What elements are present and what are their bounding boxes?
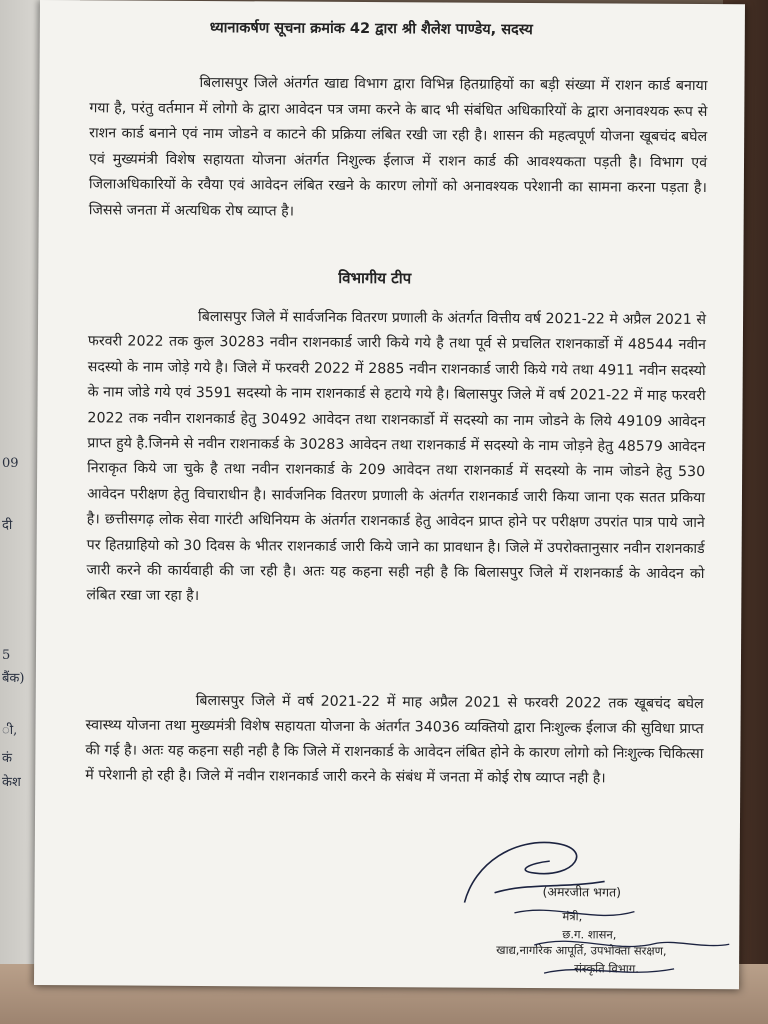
background-fragment: 5 (2, 648, 11, 663)
document-header: ध्यानाकर्षण सूचना क्रमांक 42 द्वारा श्री शैलेश पाण्डेय, सदस्य (209, 20, 533, 39)
handwritten-overwrite (504, 903, 734, 984)
background-fragment: कं (2, 751, 12, 766)
background-fragment: ी, (2, 723, 18, 738)
signatory-department-line2: संस्कृति विभाग. (574, 961, 639, 976)
signatory-name: (अमरजीत भगत) (542, 884, 622, 900)
background-fragment: 09 (2, 456, 19, 471)
paragraph-health-scheme: बिलासपुर जिले में वर्ष 2021-22 में माह अप्रैल 2021 से फरवरी 2022 तक खूबचंद बघेल स्वास्थ्य योजना तथा मुख्यमंत्री विशेष सहायता योजना के अंतर्गत 34036 व्यक्तियो द्वारा निःशुल्क ईलाज की सुविधा प्राप्त की गई है। अतः यह कहना सही नही है कि जिले में राशनकार्ड के आवेदन लंबित होने के कारण लोगो को निःशुल्क चिकित्सा में परेशानी हो रही है। जिले में नवीन राशनकार्ड जारी करने के संबंध में जनता में कोई रोष व्याप्त नही है। (85, 692, 704, 787)
paragraph-departmental-note: बिलासपुर जिले में सार्वजनिक वितरण प्रणाली के अंतर्गत वित्तीय वर्ष 2021-22 मे अप्रैल 2021 से फरवरी 2022 तक कुल 30283 नवीन राशनकार्ड जारी किये गये है तथा पूर्व से प्रचलित राशनकार्डो में 48544 नवीन सदस्यो के नाम जोड़े गये है। जिले में फरवरी 2022 में 2885 नवीन राशनकार्ड जारी किये गये तथा 4911 नवीन सदस्यो के नाम जोडे गये एवं 3591 सदस्यो के नाम राशनकार्ड से हटाये गये है। बिलासपुर जिले में वर्ष 2021-22 में माह फरवरी 2022 तक नवीन राशनकार्ड हेतु 30492 आवेदन तथा राशनकार्डो में सदस्यो का नाम जोडने के लिये 49109 आवेदन प्राप्त हुये है.जिनमे से नवीन राशनाकर्ड के 30283 आवेदन तथा राशनकार्ड में सदस्यो के नाम जोड़ने हेतु 48579 आवेदन निराकृत किये जा चुके है तथा नवीन राशनकार्ड के 209 आवेदन तथा राशनकार्ड में सदस्यो के नाम जोडने हेतु 530 आवेदन परीक्षण हेतु विचाराधीन है। सार्वजनिक वितरण प्रणाली के अंतर्गत राशनकार्ड जारी किया जाना एक सतत प्रकिया है। छत्तीसगढ़ लोक सेवा गारंटी अधिनियम के अंतर्गत राशनकार्ड हेतु आवेदन प्राप्त होने पर परीक्षण उपरांत पात्र पाये जाने पर हितग्राहियो को 30 दिवस के भीतर राशनकार्ड जारी किये जाने का प्रावधान है। जिले में उपरोक्तानुसार नवीन राशनकार्ड जारी करने की कार्यवाही की जा रही है। अतः यह कहना सही नही है कि बिलासपुर जिले में राशनकार्ड के आवेदन को लंबित रखा जा रहा है। (86, 308, 707, 605)
background-fragment: दी (2, 518, 13, 533)
section-title: विभागीय टीप (338, 268, 412, 288)
background-fragment: बैंक) (2, 671, 25, 686)
paragraph-notice: बिलासपुर जिले अंतर्गत खाद्य विभाग द्वारा विभिन्न हितग्राहियों का बड़ी संख्या में राशन कार्ड बनाया गया है, परंतु वर्तमान में लोगो के द्वारा आवेदन पत्र जमा करने के बाद भी संबंधित अधिकारियों के द्वारा अनावश्यक रूप से राशन कार्ड बनाने एवं नाम जोडने व काटने की प्रक्रिया लंबित रखी जा रही है। शासन की महत्वपूर्ण योजना खूबचंद बघेल एवं मुख्यमंत्री विशेष सहायता योजना अंतर्गत निशुल्क ईलाज में राशन कार्ड की आवश्यकता पड़ती है। विभाग एवं जिलाअधिकारियों के रवैया एवं आवेदन लंबित रखने के कारण लोगों को अनावश्यक परेशानी का सामना करना पड़ता है। जिससे जनता में अत्यधिक रोष व्याप्त है। (88, 74, 708, 220)
signatory-department-line1: खाद्य,नागरिक आपूर्ति, उपभोक्ता संरक्षण, (496, 942, 667, 958)
document-page (34, 0, 745, 989)
signatory-designation: मंत्री, (562, 909, 583, 924)
signature-scribble (454, 833, 614, 914)
background-fragment: केश (2, 775, 21, 790)
signatory-government: छ.ग. शासन, (562, 927, 617, 942)
